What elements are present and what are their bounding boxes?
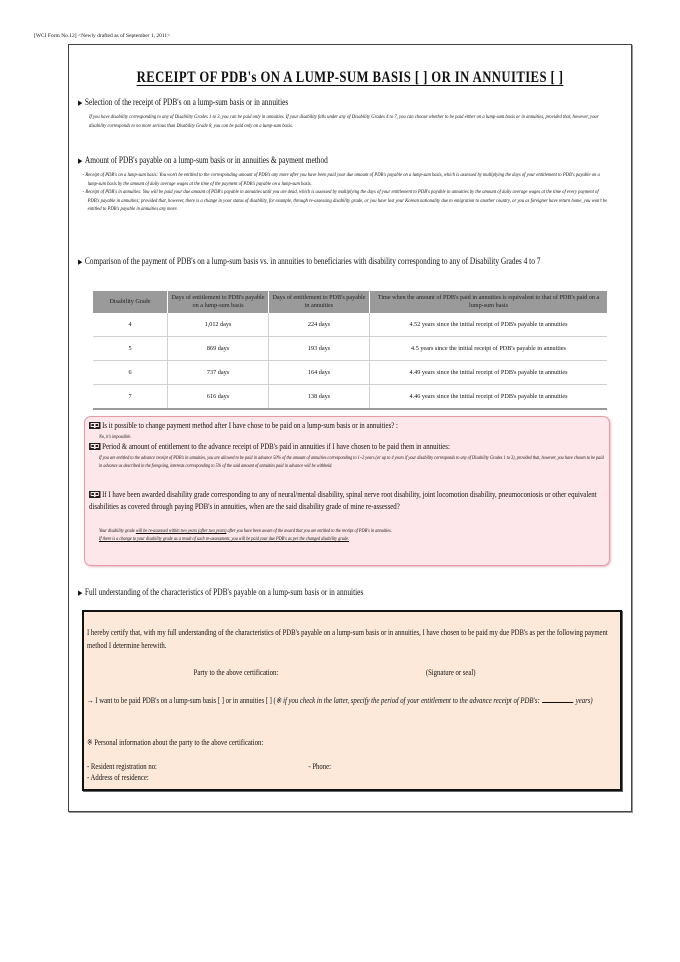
faq-question-3: If I have been awarded disability grade corresponding to any of neural/mental disability, spinal nerve root disability, joint locomotion disability, pneumoconiosis or other equivalent disabilities as covered through paying PDB's in annuities, when are the said disability grade of mine re-assessed?: [89, 490, 597, 511]
table-cell: 4.46 years since the initial receipt of PDB's payable in annuities: [370, 385, 608, 410]
section-heading-selection: ▶ Selection of the receipt of PDB's on a lump-sum basis or in annuities: [78, 97, 289, 107]
amount-items: [81, 171, 608, 214]
table-cell: 164 days: [269, 361, 370, 385]
table-cell: 7: [93, 385, 168, 410]
phone-field[interactable]: - Phone:: [308, 762, 331, 771]
address-field[interactable]: - Address of residence:: [87, 773, 149, 782]
certification-statement: I hereby certify that, with my full understanding of the characteristics of PDB's payable on a lump-sum basis or in annuities, I have chosen to be paid my due PDB's as per the following payment method I determine herewith.: [87, 628, 608, 650]
table-cell: 193 days: [269, 337, 370, 361]
table-cell: 869 days: [168, 337, 269, 361]
faq-question-1: Is it possible to change payment method after I have chose to be paid on a lump-sum basis or in annuities? :: [89, 420, 606, 432]
table-row: [93, 385, 607, 410]
q-mark-icon: [89, 491, 100, 498]
table-row: [93, 361, 607, 385]
form-frame: [68, 44, 632, 812]
column-header: Disability Grade: [93, 291, 168, 313]
table-cell: 4.52 years since the initial receipt of PDB's payable in annuities: [370, 313, 608, 337]
selection-text: If you have disability corresponding to any of Disability Grades 1 to 3, you can be paid only in annuities. If your disability falls under any of Disability Grades 4 to 7, you can choose whether to be paid either on a lump-sum basis or in annuities, provided that, however, your disability corresponds to no more serious than Disability Grade 8, you can be paid only on a lump-sum basis.: [89, 114, 599, 129]
party-label: Party to the above certification:: [193, 668, 279, 677]
table-row: [93, 337, 607, 361]
table-cell: 4.49 years since the initial receipt of PDB's payable in annuities: [370, 361, 608, 385]
q-mark-icon: [89, 443, 100, 450]
faq-answer-1: No, it's impossible.: [99, 434, 132, 440]
table-cell: 224 days: [269, 313, 370, 337]
comparison-table: [93, 291, 607, 410]
section-heading-comparison: ▶ Comparison of the payment of PDB's on a lump-sum basis vs. in annuities to beneficiaries with disability corresponding to any of Disability Grades 4 to 7: [78, 256, 541, 266]
table-cell: 4.5 years since the initial receipt of PDB's payable in annuities: [370, 337, 608, 361]
table-cell: 1,012 days: [168, 313, 269, 337]
faq-question-2: Period & amount of entitlement to the advance receipt of PDB's paid in annuities if I have chosen to be paid them in annuities:: [89, 441, 606, 453]
faq-answer-2: If you are entitled to the advance receipt of PDB's in annuities, you are allowed to be paid in advance 50% of the amount of annuities corresponding to 1~2 years (or up to 4 years if your disability corresponds to any of Disability Grades 1 to 3), provided that, however, you have chosen to be paid in advance as described in the foregoing, interests corresponding to 5% of the said amount of annuities paid in advance will be withheld.: [99, 455, 604, 470]
table-cell: 6: [93, 361, 168, 385]
column-header: Days of entitlement to PDB's payable in annuities: [269, 291, 370, 313]
triangle-bullet-icon: ▶: [78, 99, 83, 107]
column-header: Time when the amount of PDB's paid in annuities is equivalent to that of PDB's paid on a lump-sum basis: [370, 291, 608, 313]
years-field[interactable]: [542, 696, 573, 703]
table-cell: 138 days: [269, 385, 370, 410]
amount-item-annuities: - Receipt of PDB's in annuities: You will be paid your due amount of PDB's payable in annuities until you are dead, which is assessed by multiplying the days of your entitlement to PDB's payable in annuities by the amount of daily average wages at the time of every payment of PDB's payable in annuities; provided that, however, there is a change in your status of disability, for example, through re-assessing disability grade, or you have lost your Korean nationality due to emigration to another country, or you as foreigner have return home, you won't be entitled to PDB's payable in annuities any more.: [82, 189, 608, 213]
triangle-bullet-icon: ▶: [78, 589, 83, 597]
triangle-bullet-icon: ▶: [78, 258, 83, 266]
amount-item-lump-sum: - Receipt of PDB's on a lump-sum basis: You won't be entitled to the corresponding amount of PDB's any more after you have been paid your due amount of PDB's payable on a lump-sum basis, which is assessed by multiplying the days of your entitlement to PDB's payable on a lump-sum basis by the amount of daily average wages at the time of the payment of PDB's payable on a lump-sum basis.: [82, 172, 600, 187]
faq-box: [84, 416, 610, 566]
q-mark-icon: [89, 422, 100, 429]
section-heading-amount: ▶ Amount of PDB's payable on a lump-sum basis or in annuities & payment method: [78, 155, 328, 165]
table-row: [93, 313, 607, 337]
table-cell: 616 days: [168, 385, 269, 410]
table-cell: 5: [93, 337, 168, 361]
signature-label: (Signature or seal): [425, 668, 476, 677]
section-heading-understanding: ▶ Full understanding of the characteristics of PDB's payable on a lump-sum basis or in annuities: [78, 587, 364, 597]
triangle-bullet-icon: ▶: [78, 157, 83, 165]
table-cell: 737 days: [168, 361, 269, 385]
form-header: [WCI Form No.12] <Newly drafted as of September 1, 2011>: [34, 33, 171, 39]
page-title: RECEIPT OF PDB's ON A LUMP-SUM BASIS [ ] OR IN ANNUITIES [ ]: [136, 69, 564, 86]
signature-line: [87, 666, 620, 679]
faq-answer-3: Your disability grade will be re-assessed within two years (after two years) after you have been aware of the award that you are entitled to the receipt of PDB's in annuities. If there is a change to your disability grade as a result of such re-assessment, you will be paid your due PDB's as per the changed disability grade.: [99, 528, 392, 543]
personal-info-heading: ※ Personal information about the party to the above certification:: [87, 738, 264, 747]
resident-registration-field[interactable]: - Resident registration no:: [87, 762, 157, 771]
payment-choice: → I want to be paid PDB's on a lump-sum basis [ ] or in annuities [ ] (※ if you check in the latter, specify the period of your entitlement to the advance receipt of PDB's: years): [87, 696, 593, 705]
certification-box: [82, 610, 622, 791]
table-cell: 4: [93, 313, 168, 337]
table-header-row: [93, 291, 607, 313]
column-header: Days of entitlement to PDB's payable on a lump-sum basis: [168, 291, 269, 313]
